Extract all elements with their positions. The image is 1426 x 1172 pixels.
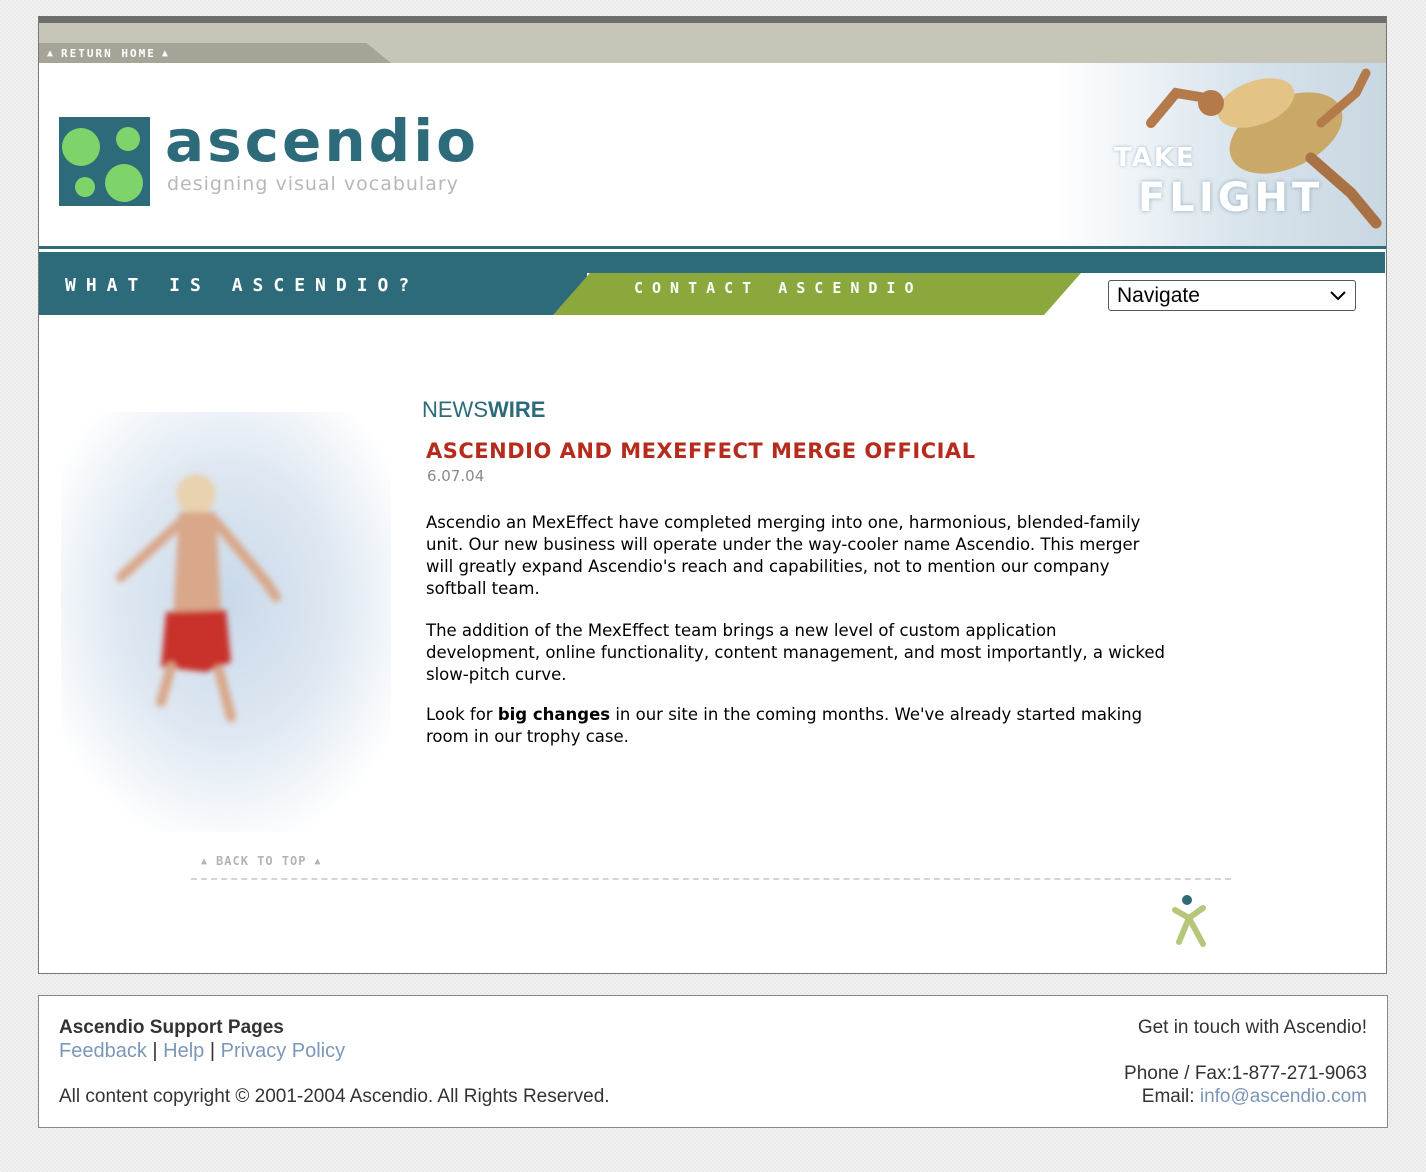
- navigate-dropdown[interactable]: [1108, 280, 1356, 311]
- article-p3-bold: big changes: [497, 705, 611, 724]
- logo-tagline: designing visual vocabulary: [167, 173, 459, 195]
- logo-wordmark: ascendio: [165, 107, 479, 175]
- nav-contact-ascendio[interactable]: CONTACT ASCENDIO: [634, 279, 923, 297]
- footer-email-link[interactable]: info@ascendio.com: [1199, 1086, 1367, 1107]
- link-separator: |: [152, 1040, 158, 1062]
- article-p3-post: in our site in the coming months. We've already started making room in our trophy case.: [426, 705, 1143, 746]
- top-strip: [39, 16, 1386, 23]
- arrow-up-icon: ▲: [201, 855, 209, 867]
- footer-email-line: [1142, 1086, 1367, 1108]
- ascendio-logo-icon[interactable]: [59, 117, 150, 206]
- footer-phone: Phone / Fax:1-877-271-9063: [1124, 1063, 1367, 1084]
- dashed-divider: [191, 878, 1231, 880]
- help-link[interactable]: Help: [163, 1040, 205, 1062]
- newswire-wire: WIRE: [488, 397, 546, 422]
- back-to-top-link[interactable]: [201, 854, 322, 868]
- banner-flight-text: FLIGHT: [1138, 175, 1324, 221]
- ascendio-figure-icon: [1167, 892, 1211, 948]
- arrow-up-icon: ▲: [314, 855, 322, 867]
- return-home-label: RETURN HOME: [61, 46, 156, 60]
- article-headline: ASCENDIO AND MEXEFFECT MERGE OFFICIAL: [426, 439, 976, 463]
- article-paragraph-2: The addition of the MexEffect team brings a new level of custom application development, online functionality, content management, and most importantly, a wicked slow-pitch curve.: [426, 621, 1165, 684]
- take-flight-banner: [1056, 63, 1386, 246]
- newswire-heading: [422, 397, 545, 423]
- footer-get-in-touch: Get in touch with Ascendio!: [1137, 1017, 1367, 1038]
- arrow-up-icon: ▲: [161, 47, 170, 59]
- footer-links: [59, 1040, 345, 1063]
- newswire-news: NEWS: [422, 397, 488, 422]
- footer-title: Ascendio Support Pages: [59, 1017, 284, 1038]
- article-body: [426, 512, 1171, 748]
- chevron-down-icon: [1329, 290, 1347, 302]
- back-to-top-label: BACK TO TOP: [216, 854, 307, 868]
- footer-copyright: All content copyright © 2001-2004 Ascendio. All Rights Reserved.: [59, 1086, 610, 1107]
- feedback-link[interactable]: Feedback: [59, 1040, 147, 1062]
- return-home-link[interactable]: [47, 45, 170, 61]
- jumping-kid-image: [61, 412, 391, 832]
- navigate-selected-value: Navigate: [1117, 283, 1200, 307]
- footer-email-label: Email:: [1141, 1086, 1200, 1107]
- main-frame: [38, 16, 1387, 974]
- article-paragraph-3: [426, 704, 1171, 748]
- banner-take-text: TAKE: [1114, 143, 1196, 173]
- privacy-policy-link[interactable]: Privacy Policy: [220, 1040, 346, 1062]
- site-footer: [38, 995, 1388, 1128]
- link-separator: |: [209, 1040, 216, 1062]
- article-paragraph-1: Ascendio an MexEffect have completed merging into one, harmonious, blended-family unit. Our new business will operate under the way-cooler name Ascendio. This merger will greatly expand Ascendio's reach and capabilities, not to mention our company softball team.: [426, 513, 1141, 598]
- article-date: 6.07.04: [427, 467, 485, 485]
- article-p3-pre: Look for: [426, 705, 498, 724]
- nav-what-is-ascendio[interactable]: WHAT IS ASCENDIO?: [65, 275, 420, 296]
- arrow-up-icon: ▲: [47, 47, 56, 59]
- site-header: [39, 63, 1386, 246]
